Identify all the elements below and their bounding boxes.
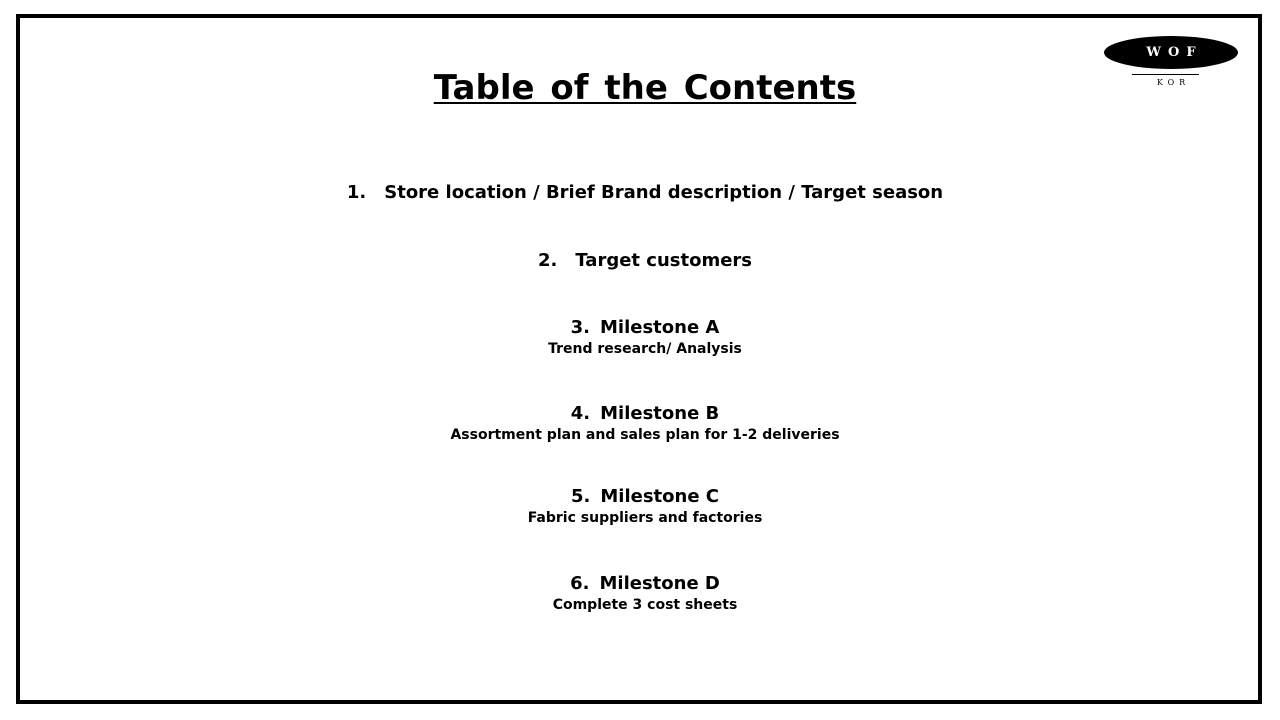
toc-item-number: 6. [570,573,590,594]
toc-item-label: Milestone B [600,403,720,424]
toc-item [0,317,1280,359]
toc-item [0,182,1280,204]
toc-item-number: 4. [570,403,591,424]
toc-item-label: Target customers [575,250,753,271]
toc-item-label: Store location / Brief Brand description / Target season [384,182,944,203]
toc-item-subtitle: Fabric suppliers and factories [527,510,763,526]
toc-item [0,250,1280,272]
toc-item-number: 3. [570,317,590,338]
toc-item-label: Milestone D [599,573,720,594]
toc-item-heading [0,182,1280,204]
toc-item-subtitle: Trend research/ Analysis [548,341,742,357]
logo-subtext: KOR [1156,78,1191,87]
toc-item-label: Milestone C [600,486,720,507]
toc-item-subtitle: Complete 3 cost sheets [552,597,738,613]
toc-item-number: 5. [570,486,591,507]
page-title: Table of the Contents [433,68,857,108]
toc-item-heading [0,403,1280,425]
toc-item-subtitle: Assortment plan and sales plan for 1-2 deliveries [450,427,840,443]
toc-item-number: 2. [537,250,558,271]
toc-item-heading [0,486,1280,508]
toc-item-heading [0,573,1280,595]
toc-item [0,403,1280,445]
toc-item-heading [0,250,1280,272]
toc-item-number: 1. [346,182,367,203]
toc-item-label: Milestone A [600,317,720,338]
toc-item [0,573,1280,615]
logo-oval: WOF [1104,36,1238,69]
toc-item-heading [0,317,1280,339]
toc-item [0,486,1280,528]
